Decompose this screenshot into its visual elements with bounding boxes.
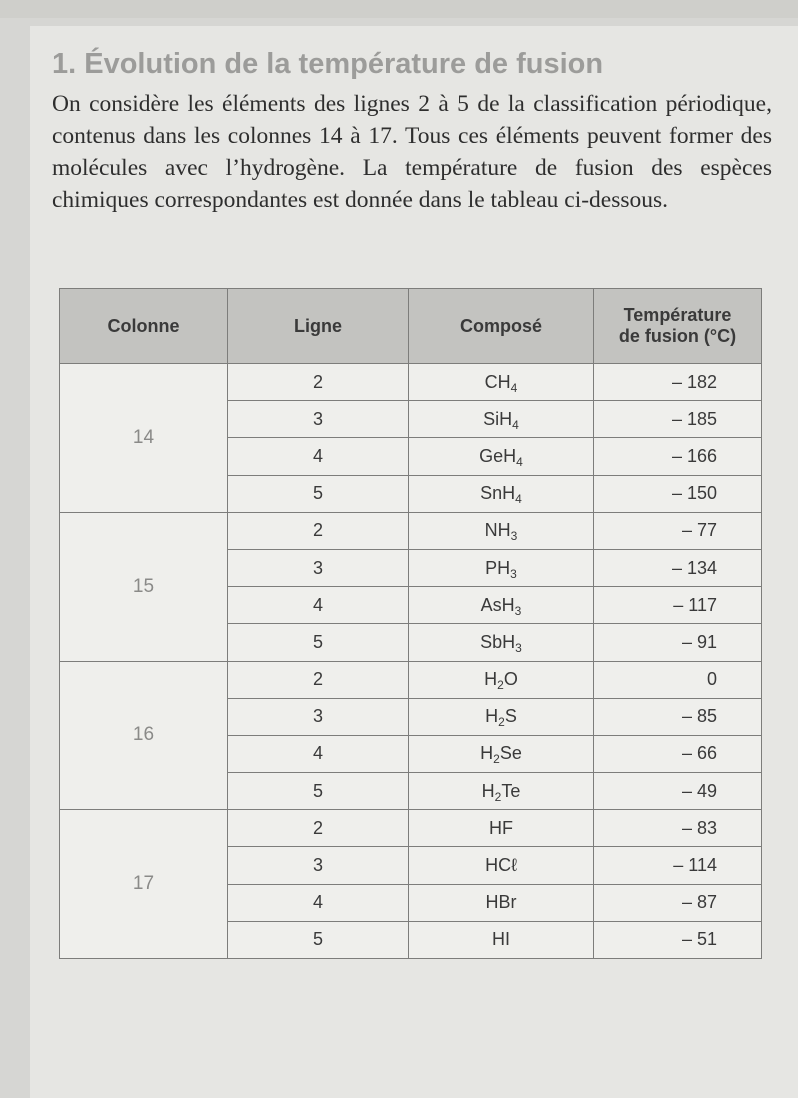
formula-base: H [484, 669, 498, 690]
exercise-panel [30, 26, 798, 1098]
temperature-cell: – 166 [594, 438, 762, 475]
formula-base: H [485, 706, 499, 727]
formula-base: NH [484, 520, 511, 541]
formula-base: AsH [480, 594, 515, 615]
compose-cell [409, 512, 594, 549]
compose-cell [409, 921, 594, 958]
compose-cell [409, 773, 594, 810]
formula-base: HBr [485, 892, 517, 913]
table-row [60, 661, 762, 698]
ligne-cell: 2 [228, 810, 409, 847]
ligne-cell: 3 [228, 698, 409, 735]
header-row [60, 289, 762, 364]
ligne-cell: 5 [228, 773, 409, 810]
ligne-cell: 3 [228, 847, 409, 884]
formula-subscript: 2 [494, 789, 502, 804]
colonne-cell: 16 [60, 661, 228, 810]
formula-base: H [481, 780, 495, 801]
formula-tail: Se [499, 743, 522, 764]
formula-subscript: 4 [510, 380, 518, 395]
formula-base: H [480, 743, 494, 764]
formula-tail: Te [501, 780, 521, 801]
formula-base: SiH [483, 408, 513, 429]
temperature-cell: – 51 [594, 921, 762, 958]
compose-cell [409, 884, 594, 921]
melting-temperature-table [59, 288, 762, 959]
temperature-cell: – 114 [594, 847, 762, 884]
temperature-cell: – 134 [594, 549, 762, 586]
colonne-cell: 15 [60, 512, 228, 661]
colonne-cell: 14 [60, 364, 228, 513]
compose-cell [409, 549, 594, 586]
formula-subscript: 4 [516, 454, 523, 469]
colonne-cell: 17 [60, 810, 228, 959]
compose-cell [409, 847, 594, 884]
compose-cell [409, 735, 594, 772]
formula-subscript: 4 [512, 417, 519, 432]
formula-tail: S [504, 706, 517, 727]
formula-base: PH [485, 557, 511, 578]
table-row [60, 810, 762, 847]
formula-base: CH [484, 371, 511, 392]
formula-subscript: 3 [510, 529, 518, 544]
ligne-cell: 5 [228, 475, 409, 512]
formula-subscript: 2 [493, 752, 500, 767]
temperature-cell: – 185 [594, 401, 762, 438]
ligne-cell: 3 [228, 549, 409, 586]
formula-subscript: 2 [497, 678, 504, 693]
compose-cell [409, 810, 594, 847]
ligne-cell: 4 [228, 587, 409, 624]
temperature-cell: – 49 [594, 773, 762, 810]
formula-subscript: 3 [514, 603, 522, 618]
compose-cell [409, 624, 594, 661]
header-temperature-line1: Température [623, 305, 732, 325]
compose-cell [409, 661, 594, 698]
section-title: 1. Évolution de la température de fusion [52, 48, 604, 80]
formula-base: SbH [480, 631, 516, 652]
compose-cell [409, 475, 594, 512]
temperature-cell: – 85 [594, 698, 762, 735]
formula-subscript: 3 [515, 640, 522, 655]
header-temperature-line2: de fusion (°C) [618, 326, 737, 346]
temperature-cell: – 117 [594, 587, 762, 624]
formula-base: SnH [480, 483, 516, 504]
table-header [60, 289, 762, 364]
formula-subscript: 2 [498, 715, 505, 730]
temperature-cell: – 87 [594, 884, 762, 921]
formula-subscript: 3 [510, 566, 517, 581]
compose-cell [409, 401, 594, 438]
ligne-cell: 5 [228, 921, 409, 958]
temperature-cell: – 182 [594, 364, 762, 401]
ligne-cell: 2 [228, 512, 409, 549]
formula-base: HF [489, 817, 513, 838]
temperature-cell: – 150 [594, 475, 762, 512]
ligne-cell: 4 [228, 438, 409, 475]
ligne-cell: 2 [228, 661, 409, 698]
compose-cell [409, 438, 594, 475]
temperature-cell: – 91 [594, 624, 762, 661]
temperature-cell: – 66 [594, 735, 762, 772]
ligne-cell: 4 [228, 884, 409, 921]
compose-cell [409, 698, 594, 735]
ligne-cell: 2 [228, 364, 409, 401]
header-colonne: Colonne [60, 289, 228, 364]
header-temperature [594, 289, 762, 364]
ligne-cell: 4 [228, 735, 409, 772]
formula-tail: O [503, 669, 518, 690]
formula-base: GeH [479, 445, 517, 466]
ligne-cell: 3 [228, 401, 409, 438]
header-compose: Composé [409, 289, 594, 364]
intro-paragraph: On considère les éléments des lignes 2 à 5 de la classification périodique, contenus dans les colonnes 14 à 17. Tous ces éléments peuvent former des molécules avec l’hydrogène. La température de fusion des espèces chimiques correspondantes est donnée dans le tableau ci-dessous. [52, 91, 772, 213]
compose-cell [409, 364, 594, 401]
temperature-cell: – 83 [594, 810, 762, 847]
compose-cell [409, 587, 594, 624]
top-strip [0, 0, 798, 18]
formula-subscript: 4 [515, 492, 522, 507]
header-ligne: Ligne [228, 289, 409, 364]
table-row [60, 364, 762, 401]
formula-base: HI [492, 929, 510, 950]
ligne-cell: 5 [228, 624, 409, 661]
formula-base: HCℓ [485, 855, 517, 876]
table-body [60, 364, 762, 959]
temperature-cell: – 77 [594, 512, 762, 549]
temperature-cell: 0 [594, 661, 762, 698]
table-row [60, 512, 762, 549]
